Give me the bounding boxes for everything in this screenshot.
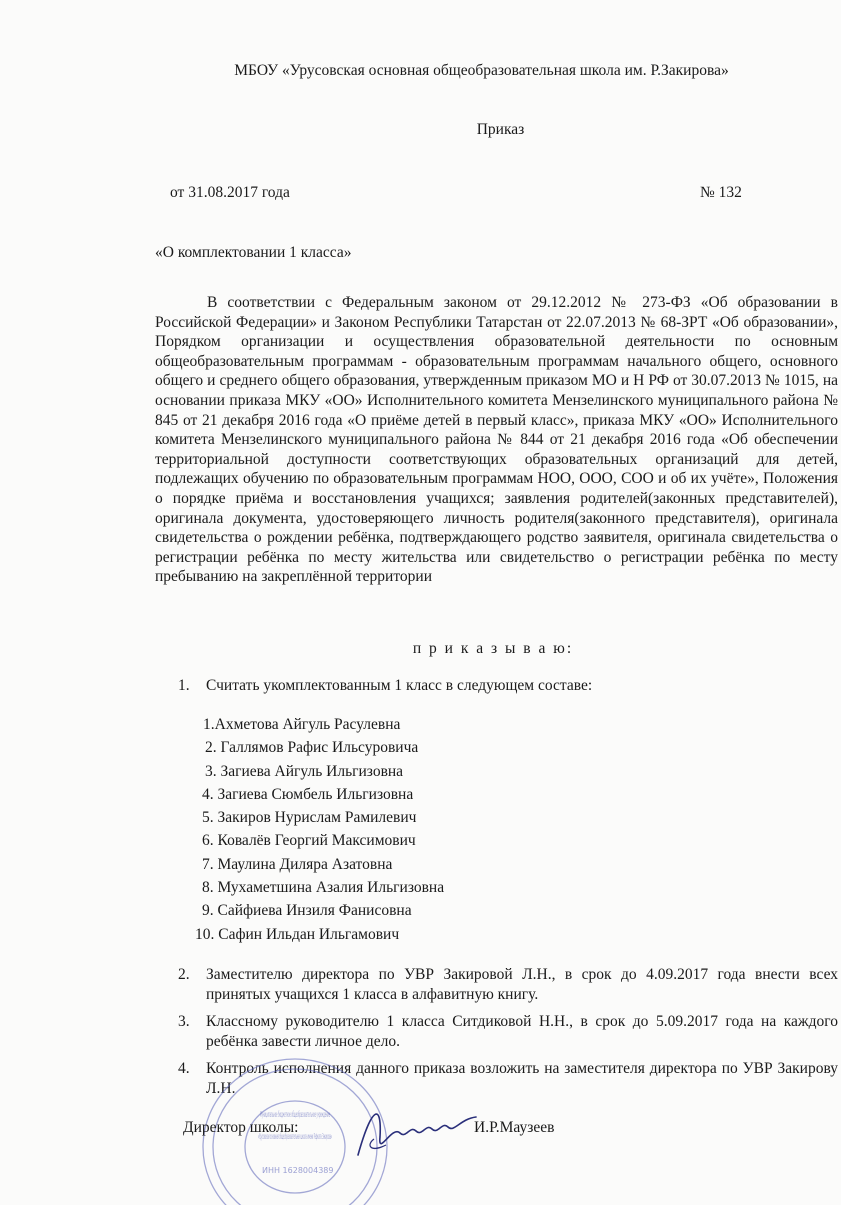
organization-name: МБОУ «Урусовская основная общеобразовательная школа им. Р.Закирова» xyxy=(234,62,729,79)
student-list xyxy=(195,713,444,946)
document-type: Приказ xyxy=(476,121,525,138)
student-list-item: 1.Ахметова Айгуль Расулевна xyxy=(203,716,401,733)
order-item-text: Классному руководителю 1 класса Ситдиковой Н.Н., в срок до 5.09.2017 года на каждого ребёнка завести личное дело. xyxy=(206,1013,838,1050)
student-list-item: 3. Загиева Айгуль Ильгизовна xyxy=(205,762,404,780)
preamble-paragraph: В соответствии с Федеральным законом от 29.12.2012 № 273-ФЗ «Об образовании в Российской Федерации» и Законом Республики Татарстан от 22.07.2013 № 68-ЗРТ «Об образовании», Порядком организации и осуществления образовательной деятельности по основным общеобразовательным программам - образовательным программам начального общего, основного общего и среднего общего образования, утвержденным приказом МО и Н РФ от 30.07.2013 № 1015, на основании приказа МКУ «ОО» Исполнительного комитета Мензелинского муниципального района № 845 от 21 декабря 2016 года «О приёме детей в первый класс», приказа МКУ «ОО» Исполнительного комитета Мензелинского муниципального района № 844 от 21 декабря 2016 года «Об обеспечении территориальной доступности соответствующих образовательных организаций для детей, подлежащих обучению по образовательным программам НОО, ООО, СОО и об их учёте», Положения о порядке приёма и восстановления учащихся; заявления родителей(законных представителей), оригинала документа, удостоверяющего личность родителя(законного представителя), оригинала свидетельства о рождении ребёнка, подтверждающего родство заявителя, оригинала свидетельства о регистрации ребёнка по месту жительства или свидетельство о регистрации ребёнка по месту пребыванию на закреплённой территории xyxy=(155,294,838,586)
student-list-item: 8. Мухаметшина Азалия Ильгизовна xyxy=(202,879,445,897)
signature-scribble xyxy=(352,1095,482,1165)
order-item-number: 2. xyxy=(178,966,190,983)
order-item-2 xyxy=(178,965,838,1004)
signature-name: И.Р.Маузеев xyxy=(474,1119,555,1136)
order-number: № 132 xyxy=(700,184,742,201)
stamp-text-line: «Урусовская основная общеобразовательная школа имени Рафката Закирова» xyxy=(258,1132,333,1141)
order-item-number: 4. xyxy=(178,1060,190,1077)
order-item-text: Контроль исполнения данного приказа возложить на заместителя директора по УВР Закирову Л.Н. xyxy=(206,1060,838,1097)
order-item-number: 1. xyxy=(178,677,190,694)
order-item-number: 3. xyxy=(178,1013,190,1030)
student-list-item: 4. Загиева Сюмбель Ильгизовна xyxy=(202,785,414,803)
order-word: п р и к а з ы в а ю: xyxy=(412,640,574,657)
order-item-text: Заместителю директора по УВР Закировой Л.Н., в срок до 4.09.2017 года внести всех принятых учащихся 1 класса в алфавитную книгу. xyxy=(206,966,838,1003)
student-list-item: 9. Сайфиева Инзиля Фанисовна xyxy=(202,902,412,920)
stamp-text-line: Муниципальное бюджетное общеобразовательное учреждение xyxy=(260,1110,331,1119)
order-date: от 31.08.2017 года xyxy=(170,184,290,201)
student-list-item: 10. Сафин Ильдан Ильгамович xyxy=(195,925,400,943)
stamp-inn: ИНН 1628004389 xyxy=(262,1166,334,1175)
student-list-item: 2. Галлямов Рафис Ильсуровича xyxy=(205,739,419,757)
student-list-item: 5. Закиров Нурислам Рамилевич xyxy=(202,809,417,827)
order-item-text: Считать укомплектованным 1 класс в следующем составе: xyxy=(206,677,593,694)
student-list-item: 7. Маулина Диляра Азатовна xyxy=(202,855,393,873)
order-subject: «О комплектовании 1 класса» xyxy=(155,244,352,261)
order-item-3 xyxy=(178,1012,838,1051)
signature-title: Директор школы: xyxy=(183,1119,299,1136)
student-list-item: 6. Ковалёв Георгий Максимович xyxy=(202,832,416,850)
order-item-1 xyxy=(178,676,838,696)
